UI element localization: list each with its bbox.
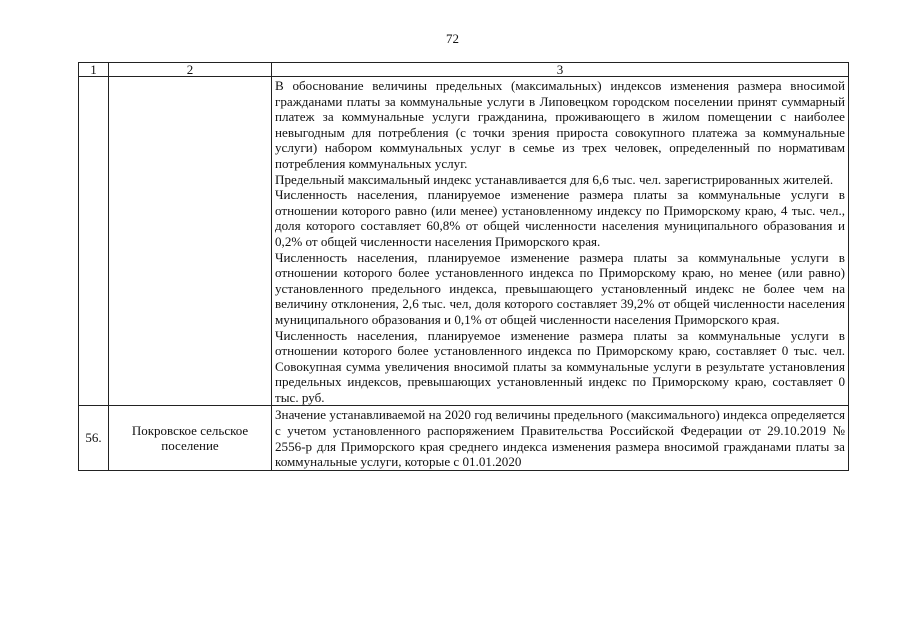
settlement-name-cell: Покровское сельское поселение — [109, 406, 272, 470]
document-table — [78, 62, 849, 471]
row-number-cell: 56. — [79, 406, 109, 470]
page-number: 72 — [446, 31, 459, 46]
settlement-name-cell — [109, 77, 272, 406]
table-row — [79, 406, 849, 470]
paragraph: Численность населения, планируемое изменение размера платы за коммунальные услуги в отношении которого более установленного индекса по Приморскому краю, но менее (или равно) установленного предельного индекса, превышающего установленный индекс не более чем на величину отклонения, 2,6 тыс. чел, доля которого составляет 39,2% от общей численности населения муниципального образования и 0,1% от общей численности населения Приморского края. — [275, 249, 845, 327]
row-number-cell — [79, 77, 109, 406]
paragraph: В обоснование величины предельных (максимальных) индексов изменения размера вносимой гражданами платы за коммунальные услуги в Липовецком городском поселении принят суммарный платеж за коммунальные услуги гражданина, проживающего в жилом помещении с наиболее невыгодным для потребления (с точки зрения прироста совокупного платежа за коммунальные услуги) набором коммунальных услуг в семье из трех человек, определенный по нормативам потребления коммунальных услуг. — [275, 78, 845, 171]
header-col-1: 1 — [79, 63, 109, 77]
paragraph: Численность населения, планируемое изменение размера платы за коммунальные услуги в отношении которого равно (или менее) установленному индексу по Приморскому краю, 4 тыс. чел., доля которого составляет 60,8% от общей численности населения муниципального образования и 0,2% от общей численности населения Приморского края. — [275, 187, 845, 249]
paragraph: Значение устанавливаемой на 2020 год величины предельного (максимального) индекса определяется с учетом установленного распоряжением Правительства Российской Федерации от 29.10.2019 № 2556-р для Приморского края среднего индекса изменения размера вносимой гражданами платы за коммунальные услуги, которые с 01.01.2020 — [275, 407, 845, 470]
table-row — [79, 77, 849, 406]
justification-text-cell — [272, 406, 849, 470]
header-col-2: 2 — [109, 63, 272, 77]
table-header-row — [79, 63, 849, 77]
header-col-3: 3 — [272, 63, 849, 77]
paragraph: Предельный максимальный индекс устанавливается для 6,6 тыс. чел. зарегистрированных жителей. — [275, 171, 834, 187]
paragraph: Численность населения, планируемое изменение размера платы за коммунальные услуги в отношении которого более установленного индекса по Приморскому краю, составляет 0 тыс. чел. Совокупная сумма увеличения вносимой платы за коммунальные услуги в результате установления предельных индексов, превышающих установленный индекс по Приморскому краю, составляет 0 тыс. руб. — [275, 327, 845, 405]
justification-text-cell — [272, 77, 849, 406]
